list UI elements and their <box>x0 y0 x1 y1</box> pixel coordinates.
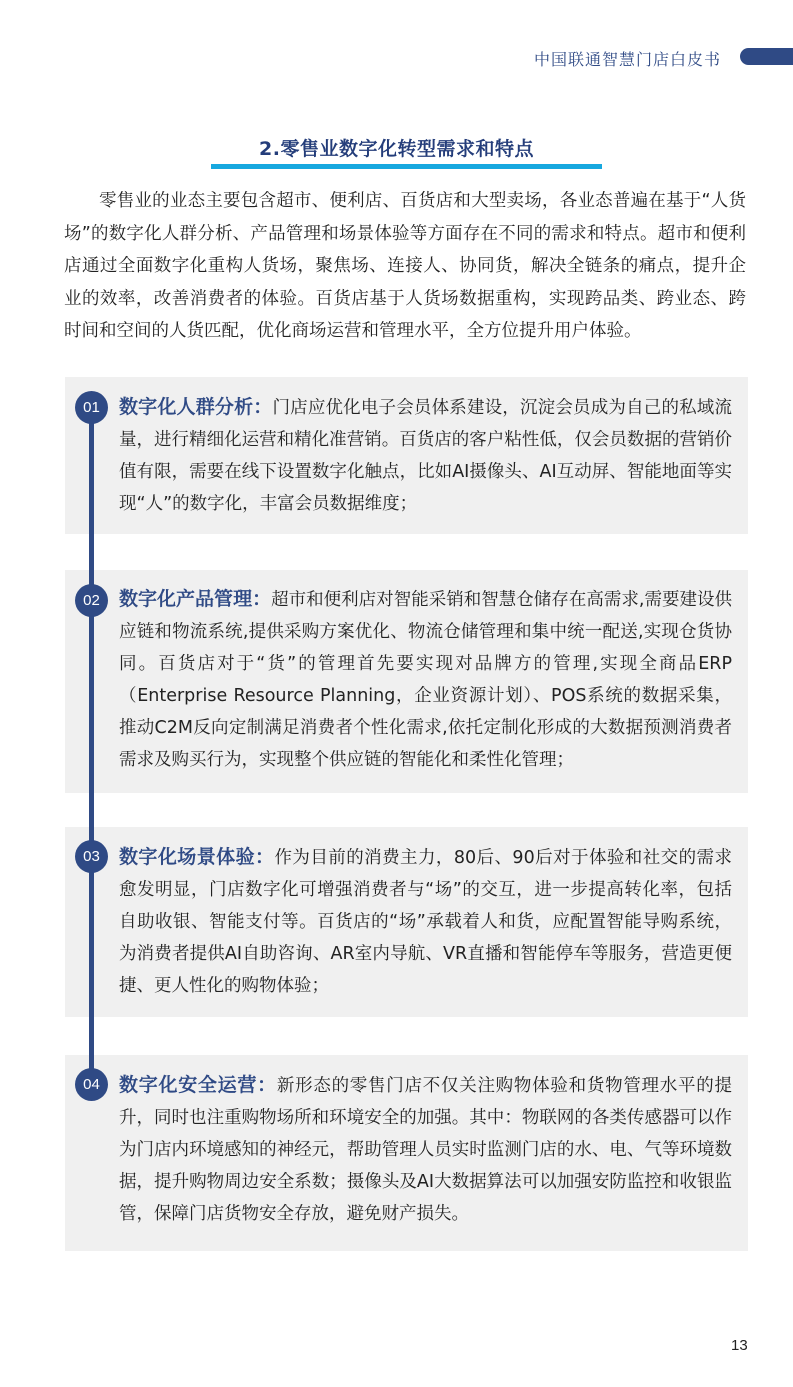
item-text-04: 新形态的零售门店不仅关注购物体验和货物管理水平的提升，同时也注重购物场所和环境安全的加强。其中：物联网的各类传感器可以作为门店内环境感知的神经元，帮助管理人员实时监测门店的水、电、气等环境数据，提升购物周边安全系数；摄像头及AI大数据算法可以加强安防监控和收银监管，保障门店货物安全存放，避免财产损失。 <box>119 1076 732 1224</box>
section-title-underline <box>211 164 602 169</box>
item-body-02 <box>119 583 732 776</box>
item-text-02: 超市和便利店对智能采销和智慧仓储存在高需求,需要建设供应链和物流系统,提供采购方案优化、物流仓储管理和集中统一配送,实现仓货协同。百货店对于“货”的管理首先要实现对品牌方的管理,实现全商品ERP（Enterprise Resource Planning，企业资源计划）、POS系统的数据采集，推动C2M反向定制满足消费者个性化需求,依托定制化形成的大数据预测消费者需求及购买行为，实现整个供应链的智能化和柔性化管理； <box>119 590 732 770</box>
item-text-01: 门店应优化电子会员体系建设，沉淀会员成为自己的私域流量，进行精细化运营和精化准营销。百货店的客户粘性低，仅会员数据的营销价值有限，需要在线下设置数字化触点，比如AI摄像头、AI互动屏、智能地面等实现“人”的数字化，丰富会员数据维度； <box>119 398 732 514</box>
item-card-03 <box>65 827 748 1017</box>
item-card-02 <box>65 570 748 793</box>
item-card-04 <box>65 1055 748 1251</box>
item-heading-04: 数字化安全运营： <box>119 1074 277 1096</box>
timeline-line <box>89 398 94 1088</box>
item-heading-02: 数字化产品管理： <box>119 588 272 610</box>
page-number: 13 <box>731 1337 748 1354</box>
item-number-badge-03: 03 <box>75 840 108 873</box>
item-body-03 <box>119 841 732 1002</box>
item-body-01 <box>119 391 732 520</box>
item-heading-03: 数字化场景体验： <box>119 846 275 868</box>
item-body-04 <box>119 1069 732 1230</box>
item-number-badge-02: 02 <box>75 584 108 617</box>
item-card-01 <box>65 377 748 534</box>
section-title: 2.零售业数字化转型需求和特点 <box>259 138 534 160</box>
header-decoration-bar <box>740 48 793 65</box>
header-title: 中国联通智慧门店白皮书 <box>533 50 721 69</box>
item-heading-01: 数字化人群分析： <box>119 396 273 418</box>
item-number-badge-04: 04 <box>75 1068 108 1101</box>
item-number-badge-01: 01 <box>75 391 108 424</box>
intro-paragraph: 零售业的业态主要包含超市、便利店、百货店和大型卖场，各业态普遍在基于“人货场”的数字化人群分析、产品管理和场景体验等方面存在不同的需求和特点。超市和便利店通过全面数字化重构人货场，聚焦场、连接人、协同货，解决全链条的痛点，提升企业的效率，改善消费者的体验。百货店基于人货场数据重构，实现跨品类、跨业态、跨时间和空间的人货匹配，优化商场运营和管理水平，全方位提升用户体验。 <box>64 191 746 341</box>
item-text-03: 作为目前的消费主力，80后、90后对于体验和社交的需求愈发明显，门店数字化可增强消费者与“场”的交互，进一步提高转化率，包括自助收银、智能支付等。百货店的“场”承载着人和货，应配置智能导购系统，为消费者提供AI自助咨询、AR室内导航、VR直播和智能停车等服务，营造更便捷、更人性化的购物体验； <box>119 848 732 996</box>
